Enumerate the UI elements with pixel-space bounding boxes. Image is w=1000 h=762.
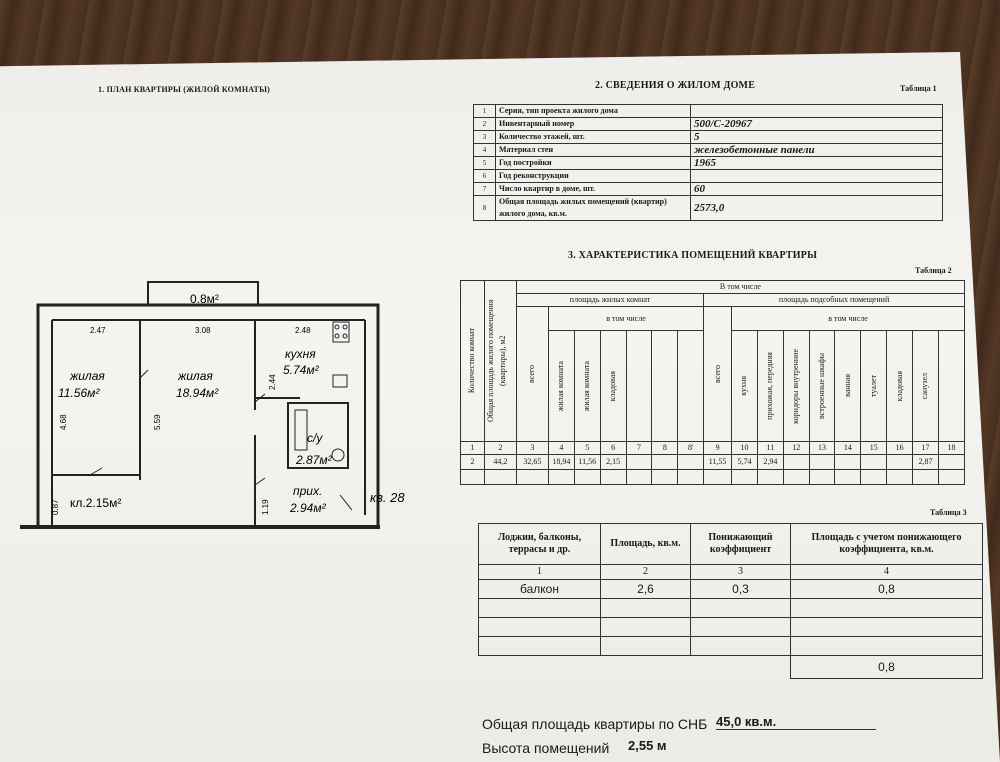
aux-sub-header: туалет <box>868 375 878 397</box>
row-label: Количество этажей, шт. <box>496 131 691 144</box>
empty-cell <box>704 470 732 485</box>
empty-cell <box>809 470 835 485</box>
column-number: 8 <box>652 442 678 455</box>
t3-header: Площадь, кв.м. <box>601 524 691 565</box>
living-sub-header: жилая комната <box>582 360 592 412</box>
t3-cell <box>479 637 601 656</box>
empty-cell <box>548 470 574 485</box>
count-header: Количество комнат <box>467 328 477 394</box>
header-row <box>479 524 983 565</box>
aux-total-header: всего <box>712 364 722 383</box>
living-total-col <box>516 307 548 442</box>
column-number: 12 <box>783 442 809 455</box>
aux-sub-header: кладовая <box>894 370 904 402</box>
aux-sub-col <box>861 331 887 442</box>
apartment-number: кв. 28 <box>370 490 405 505</box>
empty-cell <box>887 470 913 485</box>
hall-area: 2.94м² <box>290 501 326 515</box>
column-number: 4 <box>548 442 574 455</box>
data-cell: 11,55 <box>704 455 732 470</box>
dim-2-47: 2.47 <box>90 326 106 335</box>
data-cell <box>938 455 964 470</box>
room2-name: жилая <box>178 369 213 383</box>
room2-area: 18.94м² <box>176 386 219 400</box>
house-info-table <box>473 104 943 221</box>
row-number: 2 <box>474 118 496 131</box>
house-info-row <box>474 170 943 183</box>
row-number: 5 <box>474 157 496 170</box>
living-sub-col <box>548 331 574 442</box>
column-number: 11 <box>757 442 783 455</box>
house-info-row <box>474 196 943 221</box>
house-info-row <box>474 118 943 131</box>
empty-cell <box>835 470 861 485</box>
dim-1-19: 1.19 <box>261 499 270 515</box>
row-value: железобетонные панели <box>691 144 943 157</box>
t3-cell <box>691 637 791 656</box>
empty-cell <box>652 470 678 485</box>
table3-label: Таблица 3 <box>930 508 967 517</box>
dim-2-44: 2.44 <box>268 374 277 390</box>
empty-cell <box>484 470 516 485</box>
data-cell: 44,2 <box>484 455 516 470</box>
row-number: 4 <box>474 144 496 157</box>
empty-cell <box>861 470 887 485</box>
row-number: 7 <box>474 183 496 196</box>
aux-sub-col <box>887 331 913 442</box>
t3-cell <box>691 618 791 637</box>
column-number: 7 <box>626 442 652 455</box>
living-incl-header: в том числе <box>548 307 703 331</box>
t3-cell <box>791 618 983 637</box>
t3-blank <box>479 656 791 679</box>
column-number: 10 <box>732 442 758 455</box>
empty-cell <box>461 470 485 485</box>
empty-cell <box>626 470 652 485</box>
living-sub-col <box>652 331 678 442</box>
aux-sub-header: ванная <box>842 374 852 398</box>
data-cell <box>887 455 913 470</box>
aux-sub-header: санузел <box>920 372 930 400</box>
row-number: 3 <box>474 131 496 144</box>
house-info-row <box>474 105 943 118</box>
aux-sub-col <box>835 331 861 442</box>
row-number: 1 <box>474 105 496 118</box>
data-cell <box>835 455 861 470</box>
t3-cell <box>479 618 601 637</box>
plan-title: 1. ПЛАН КВАРТИРЫ (ЖИЛОЙ КОМНАТЫ) <box>98 85 271 94</box>
balcony-area: 0.8м² <box>190 292 219 306</box>
aux-sub-col <box>809 331 835 442</box>
t3-cell <box>601 637 691 656</box>
empty-cell <box>600 470 626 485</box>
empty-cell <box>938 470 964 485</box>
t3-row <box>479 599 983 618</box>
column-number: 1 <box>461 442 485 455</box>
aux-sub-col <box>913 331 939 442</box>
house-info-row <box>474 131 943 144</box>
row-label: Инвентарный номер <box>496 118 691 131</box>
t3-row <box>479 637 983 656</box>
aux-sub-col <box>783 331 809 442</box>
empty-cell <box>913 470 939 485</box>
data-cell: 11,56 <box>574 455 600 470</box>
row-value: 60 <box>691 183 943 196</box>
dim-4-68: 4.68 <box>59 414 68 430</box>
t3-col-number: 2 <box>601 565 691 580</box>
living-sub-col <box>574 331 600 442</box>
t3-cell <box>601 618 691 637</box>
row-number: 6 <box>474 170 496 183</box>
room1-name: жилая <box>70 369 105 383</box>
numbers-row <box>461 442 965 455</box>
t3-cell <box>601 599 691 618</box>
house-info-row <box>474 183 943 196</box>
table1-label: Таблица 1 <box>900 84 937 93</box>
house-info-row <box>474 157 943 170</box>
t3-total: 0,8 <box>791 656 983 679</box>
column-number: 8' <box>678 442 704 455</box>
t3-col-number: 3 <box>691 565 791 580</box>
t3-cell: 0,8 <box>791 580 983 599</box>
living-sub-header: жилая комната <box>556 360 566 412</box>
aux-sub-col <box>757 331 783 442</box>
total-header: Общая площадь жилого помещения (квартиры), м2 <box>486 299 508 423</box>
aux-sub-col <box>732 331 758 442</box>
rooms-table <box>460 280 965 485</box>
aux-sub-header: прихожая, передняя <box>765 352 775 420</box>
col-count <box>461 281 485 442</box>
column-number: 9 <box>704 442 732 455</box>
balcony-table <box>478 523 983 679</box>
data-cell: 2,15 <box>600 455 626 470</box>
row-value: 5 <box>691 131 943 144</box>
data-cell: 2,94 <box>757 455 783 470</box>
t3-cell <box>791 599 983 618</box>
aux-sub-header: встроенные шкафы <box>817 352 827 420</box>
column-number: 14 <box>835 442 861 455</box>
t3-row <box>479 580 983 599</box>
house-info-title: 2. СВЕДЕНИЯ О ЖИЛОМ ДОМЕ <box>595 80 756 91</box>
kitchen-name: кухня <box>285 347 316 361</box>
t3-cell: 0,3 <box>691 580 791 599</box>
data-cell: 32,65 <box>516 455 548 470</box>
empty-cell <box>574 470 600 485</box>
t3-cell: балкон <box>479 580 601 599</box>
t3-header: Понижающий коэффициент <box>691 524 791 565</box>
living-total-header: всего <box>527 364 537 383</box>
data-cell <box>652 455 678 470</box>
total-area-value: 45,0 кв.м. <box>716 714 876 730</box>
data-cell: 18,94 <box>548 455 574 470</box>
row-value: 1965 <box>691 157 943 170</box>
dim-5-59: 5.59 <box>153 414 162 430</box>
aux-header: площадь подсобных помещений <box>704 294 965 307</box>
living-header: площадь жилых комнат <box>516 294 703 307</box>
column-number: 3 <box>516 442 548 455</box>
row-value <box>691 105 943 118</box>
column-number: 2 <box>484 442 516 455</box>
aux-sub-header: кухня <box>739 376 749 396</box>
t3-row <box>479 618 983 637</box>
height-label: Высота помещений <box>482 740 610 756</box>
bath-area: 2.87м² <box>296 453 332 467</box>
empty-cell <box>732 470 758 485</box>
table2-label: Таблица 2 <box>915 266 952 275</box>
living-sub-col <box>600 331 626 442</box>
aux-sub-col <box>938 331 964 442</box>
t3-col-number: 4 <box>791 565 983 580</box>
empty-row <box>461 470 965 485</box>
total-row <box>479 656 983 679</box>
t3-cell <box>791 637 983 656</box>
column-number: 13 <box>809 442 835 455</box>
data-row <box>461 455 965 470</box>
t3-cell: 2,6 <box>601 580 691 599</box>
dim-3-08: 3.08 <box>195 326 211 335</box>
kitchen-area: 5.74м² <box>283 363 319 377</box>
room1-area: 11.56м² <box>58 386 100 400</box>
aux-sub-header: коридоры внутренние <box>791 348 801 424</box>
column-number: 16 <box>887 442 913 455</box>
row-label: Число квартир в доме, шт. <box>496 183 691 196</box>
dim-0-87: 0.87 <box>51 499 60 515</box>
column-number: 5 <box>574 442 600 455</box>
row-label: Год постройки <box>496 157 691 170</box>
header-row <box>461 281 965 294</box>
living-sub-header: кладовая <box>608 370 618 402</box>
empty-cell <box>783 470 809 485</box>
data-cell <box>783 455 809 470</box>
header-row <box>461 294 965 307</box>
col-total <box>484 281 516 442</box>
t3-header: Площадь с учетом понижающего коэффициента, кв.м. <box>791 524 983 565</box>
house-info-row <box>474 144 943 157</box>
data-cell <box>809 455 835 470</box>
header-row <box>461 307 965 331</box>
empty-cell <box>516 470 548 485</box>
living-sub-col <box>626 331 652 442</box>
data-cell <box>626 455 652 470</box>
row-number: 8 <box>474 196 496 221</box>
t3-header: Лоджии, балконы, террасы и др. <box>479 524 601 565</box>
empty-cell <box>678 470 704 485</box>
t3-col-number: 1 <box>479 565 601 580</box>
row-value: 2573,0 <box>691 196 943 221</box>
column-number: 15 <box>861 442 887 455</box>
bath-name: с/у <box>307 431 323 445</box>
row-label: Материал стен <box>496 144 691 157</box>
data-cell <box>678 455 704 470</box>
data-cell: 2,87 <box>913 455 939 470</box>
row-label: Серия, тип проекта жилого дома <box>496 105 691 118</box>
row-label: Общая площадь жилых помещений (квартир) жилого дома, кв.м. <box>496 196 691 221</box>
incl-header: В том числе <box>516 281 964 294</box>
row-value: 500/С-20967 <box>691 118 943 131</box>
column-number: 18 <box>938 442 964 455</box>
row-label: Год реконструкции <box>496 170 691 183</box>
column-number: 17 <box>913 442 939 455</box>
floor-plan <box>0 270 440 550</box>
hall-name: прих. <box>293 484 323 498</box>
empty-cell <box>757 470 783 485</box>
aux-total-col <box>704 307 732 442</box>
rooms-title: 3. ХАРАКТЕРИСТИКА ПОМЕЩЕНИЙ КВАРТИРЫ <box>568 250 818 261</box>
living-sub-col <box>678 331 704 442</box>
data-cell: 2 <box>461 455 485 470</box>
dim-2-48: 2.48 <box>295 326 311 335</box>
t3-cell <box>691 599 791 618</box>
data-cell <box>861 455 887 470</box>
t3-cell <box>479 599 601 618</box>
numbers-row <box>479 565 983 580</box>
height-value: 2,55 м <box>628 738 667 753</box>
total-area-label: Общая площадь квартиры по СНБ <box>482 716 708 732</box>
column-number: 6 <box>600 442 626 455</box>
aux-incl-header: в том числе <box>732 307 965 331</box>
row-value <box>691 170 943 183</box>
data-cell: 5,74 <box>732 455 758 470</box>
storage-area: кл.2.15м² <box>70 496 122 510</box>
